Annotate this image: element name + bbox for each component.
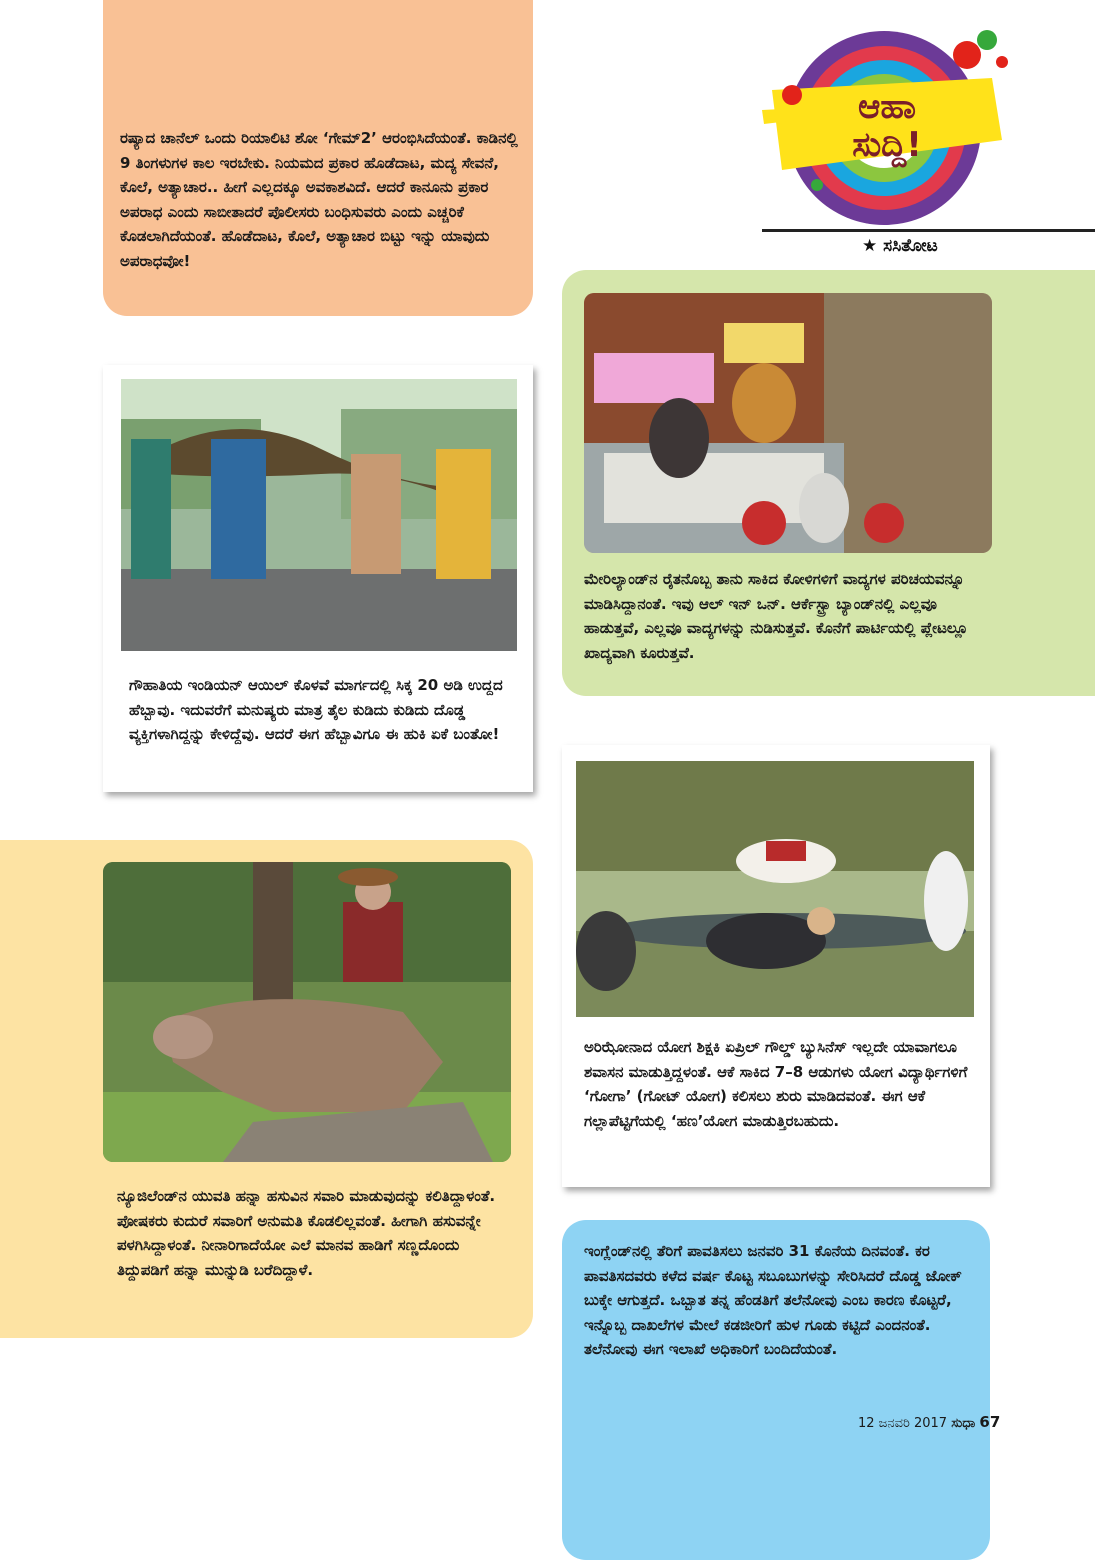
story-python-text: ಗೌಹಾತಿಯ ಇಂಡಿಯನ್ ಆಯಿಲ್ ಕೊಳವೆ ಮಾರ್ಗದಲ್ಲಿ ಸಿಕ್ಕ 20 ಅಡಿ ಉದ್ದದ ಹೆಬ್ಬಾವು. ಇದುವರೆಗೆ ಮನುಷ್ಯರು ಮಾತ್ರ ತೈಲ ಕುಡಿದು ಕುಡಿದು ದೊಡ್ಡ ವ್ಯಕ್ತಿಗಳಾಗಿದ್ದನ್ನು ಕೇಳಿದ್ದೆವು. ಆದರೆ ಈಗ ಹೆಬ್ಬಾವಿಗೂ ಈ ಹುಕಿ ಏಕೆ ಬಂತೋ! <box>129 676 503 743</box>
section-rule <box>762 229 1095 232</box>
section-label <box>862 236 938 256</box>
goat-photo-card <box>562 745 990 1187</box>
story-russia <box>120 126 518 273</box>
footer-magazine: ಸುಧಾ <box>951 1416 976 1431</box>
story-chickens <box>584 567 992 665</box>
section-label-text: ಸಸಿತೋಟ <box>883 236 938 256</box>
logo-line-2: ಸುದ್ದಿ! <box>852 125 922 165</box>
story-cow-text: ನ್ಯೂಜಿಲೆಂಡ್‌ನ ಯುವತಿ ಹನ್ನಾ ಹಸುವಿನ ಸವಾರಿ ಮಾಡುವುದನ್ನು ಕಲಿತಿದ್ದಾಳಂತೆ. ಪೋಷಕರು ಕುದುರೆ ಸವಾರಿಗೆ ಅನುಮತಿ ಕೊಡಲಿಲ್ಲವಂತೆ. ಹೀಗಾಗಿ ಹಸುವನ್ನೇ ಪಳಗಿಸಿದ್ದಾಳಂತೆ. ನೀನಾರಿಗಾದೆಯೋ ಎಲೆ ಮಾನವ ಹಾಡಿಗೆ ಸಣ್ಣದೊಂದು ತಿದ್ದುಪಡಿಗೆ ಹನ್ನಾ ಮುನ್ನುಡಿ ಬರೆದಿದ್ದಾಳೆ. <box>117 1187 496 1279</box>
star-icon: ★ <box>862 236 878 256</box>
story-goat-text: ಅರಿಝೋನಾದ ಯೋಗ ಶಿಕ್ಷಕಿ ಏಪ್ರಿಲ್ ಗೌಲ್ಡ್ ಬ್ಯುಸಿನೆಸ್ ಇಲ್ಲದೇ ಯಾವಾಗಲೂ ಶವಾಸನ ಮಾಡುತ್ತಿದ್ದಳಂತೆ. ಆಕೆ ಸಾಕಿದ 7–8 ಆಡುಗಳು ಯೋಗ ವಿದ್ಯಾರ್ಥಿಗಳಿಗೆ ‘ಗೋಗಾ’ (ಗೋಟ್ ಯೋಗ) ಕಲಿಸಲು ಶುರು ಮಾಡಿದವಂತೆ. ಈಗ ಆಕೆ ಗಲ್ಲಾಪೆಟ್ಟಿಗೆಯಲ್ಲಿ ‘ಹಣ’ಯೋಗ ಮಾಡುತ್ತಿರಬಹುದು. <box>584 1038 968 1130</box>
footer-page-number: 67 <box>979 1413 1001 1431</box>
story-goat <box>584 1035 980 1133</box>
story-russia-text: ರಷ್ಯಾದ ಚಾನೆಲ್ ಒಂದು ರಿಯಾಲಿಟಿ ಶೋ ‘ಗೇಮ್2’ ಆರಂಭಿಸಿದೆಯಂತೆ. ಕಾಡಿನಲ್ಲಿ 9 ತಿಂಗಳುಗಳ ಕಾಲ ಇರಬೇಕು. ನಿಯಮದ ಪ್ರಕಾರ ಹೊಡೆದಾಟ, ಮದ್ಯ ಸೇವನೆ, ಕೊಲೆ, ಅತ್ಯಾಚಾರ.. ಹೀಗೆ ಎಲ್ಲದಕ್ಕೂ ಅವಕಾಶವಿದೆ. ಆದರೆ ಕಾನೂನು ಪ್ರಕಾರ ಅಪರಾಧ ಎಂದು ಸಾಬೀತಾದರೆ ಪೊಲೀಸರು ಬಂಧಿಸುವರು ಎಂದು ಎಚ್ಚರಿಕೆ ಕೊಡಲಾಗಿದೆಯಂತೆ. ಹೊಡೆದಾಟ, ಕೊಲೆ, ಅತ್ಯಾಚಾರ ಬಿಟ್ಟು ಇನ್ನು ಯಾವುದು ಅಪರಾಧವೋ! <box>120 129 518 270</box>
story-england <box>584 1239 984 1362</box>
python-photo <box>121 379 517 651</box>
story-england-text: ಇಂಗ್ಲೆಂಡ್‌ನಲ್ಲಿ ತೆರಿಗೆ ಪಾವತಿಸಲು ಜನವರಿ 31 ಕೊನೆಯ ದಿನವಂತೆ. ಕರ ಪಾವತಿಸದವರು ಕಳೆದ ವರ್ಷ ಕೊಟ್ಟ ಸಬೂಬುಗಳನ್ನು ಸೇರಿಸಿದರೆ ದೊಡ್ಡ ಜೋಕ್ ಬುಕ್ಕೇ ಆಗುತ್ತದೆ. ಒಬ್ಬಾತ ತನ್ನ ಹೆಂಡತಿಗೆ ತಲೆನೋವು ಎಂಬ ಕಾರಣ ಕೊಟ್ಟರೆ, ಇನ್ನೊಬ್ಬ ದಾಖಲೆಗಳ ಮೇಲೆ ಕಡಜೀರಿಗೆ ಹುಳ ಗೂಡು ಕಟ್ಟಿದೆ ಎಂದನಂತೆ. ತಲೆನೋವು ಈಗ ಇಲಾಖೆ ಅಧಿಕಾರಿಗೆ ಬಂದಿದೆಯಂತೆ. <box>584 1242 962 1358</box>
logo-line-1: ಆಹಾ <box>857 87 916 127</box>
goat-photo <box>576 761 974 1017</box>
cow-photo <box>103 862 511 1162</box>
python-photo-card <box>103 365 533 792</box>
page-footer <box>858 1413 1000 1431</box>
logo-text <box>812 88 962 164</box>
logo <box>762 20 1022 230</box>
chickens-photo <box>584 293 992 553</box>
story-python <box>129 673 519 747</box>
footer-date: 12 ಜನವರಿ 2017 <box>858 1416 948 1431</box>
story-cow <box>117 1184 513 1282</box>
story-chickens-text: ಮೇರಿಲ್ಯಾಂಡ್‌ನ ರೈತನೊಬ್ಬ ತಾನು ಸಾಕಿದ ಕೋಳಿಗಳಿಗೆ ವಾದ್ಯಗಳ ಪರಿಚಯವನ್ನೂ ಮಾಡಿಸಿದ್ದಾನಂತೆ. ಇವು ಆಲ್ ಇನ್ ಒನ್. ಆರ್ಕೆಸ್ಟ್ರಾ ಬ್ಯಾಂಡ್‌ನಲ್ಲಿ ಎಲ್ಲವೂ ಹಾಡುತ್ತವೆ, ಎಲ್ಲವೂ ವಾದ್ಯಗಳನ್ನು ನುಡಿಸುತ್ತವೆ. ಕೊನೆಗೆ ಪಾರ್ಟಿಯಲ್ಲಿ ಪ್ಲೇಟಲ್ಲೂ ಖಾದ್ಯವಾಗಿ ಕೂರುತ್ತವೆ. <box>584 570 968 662</box>
